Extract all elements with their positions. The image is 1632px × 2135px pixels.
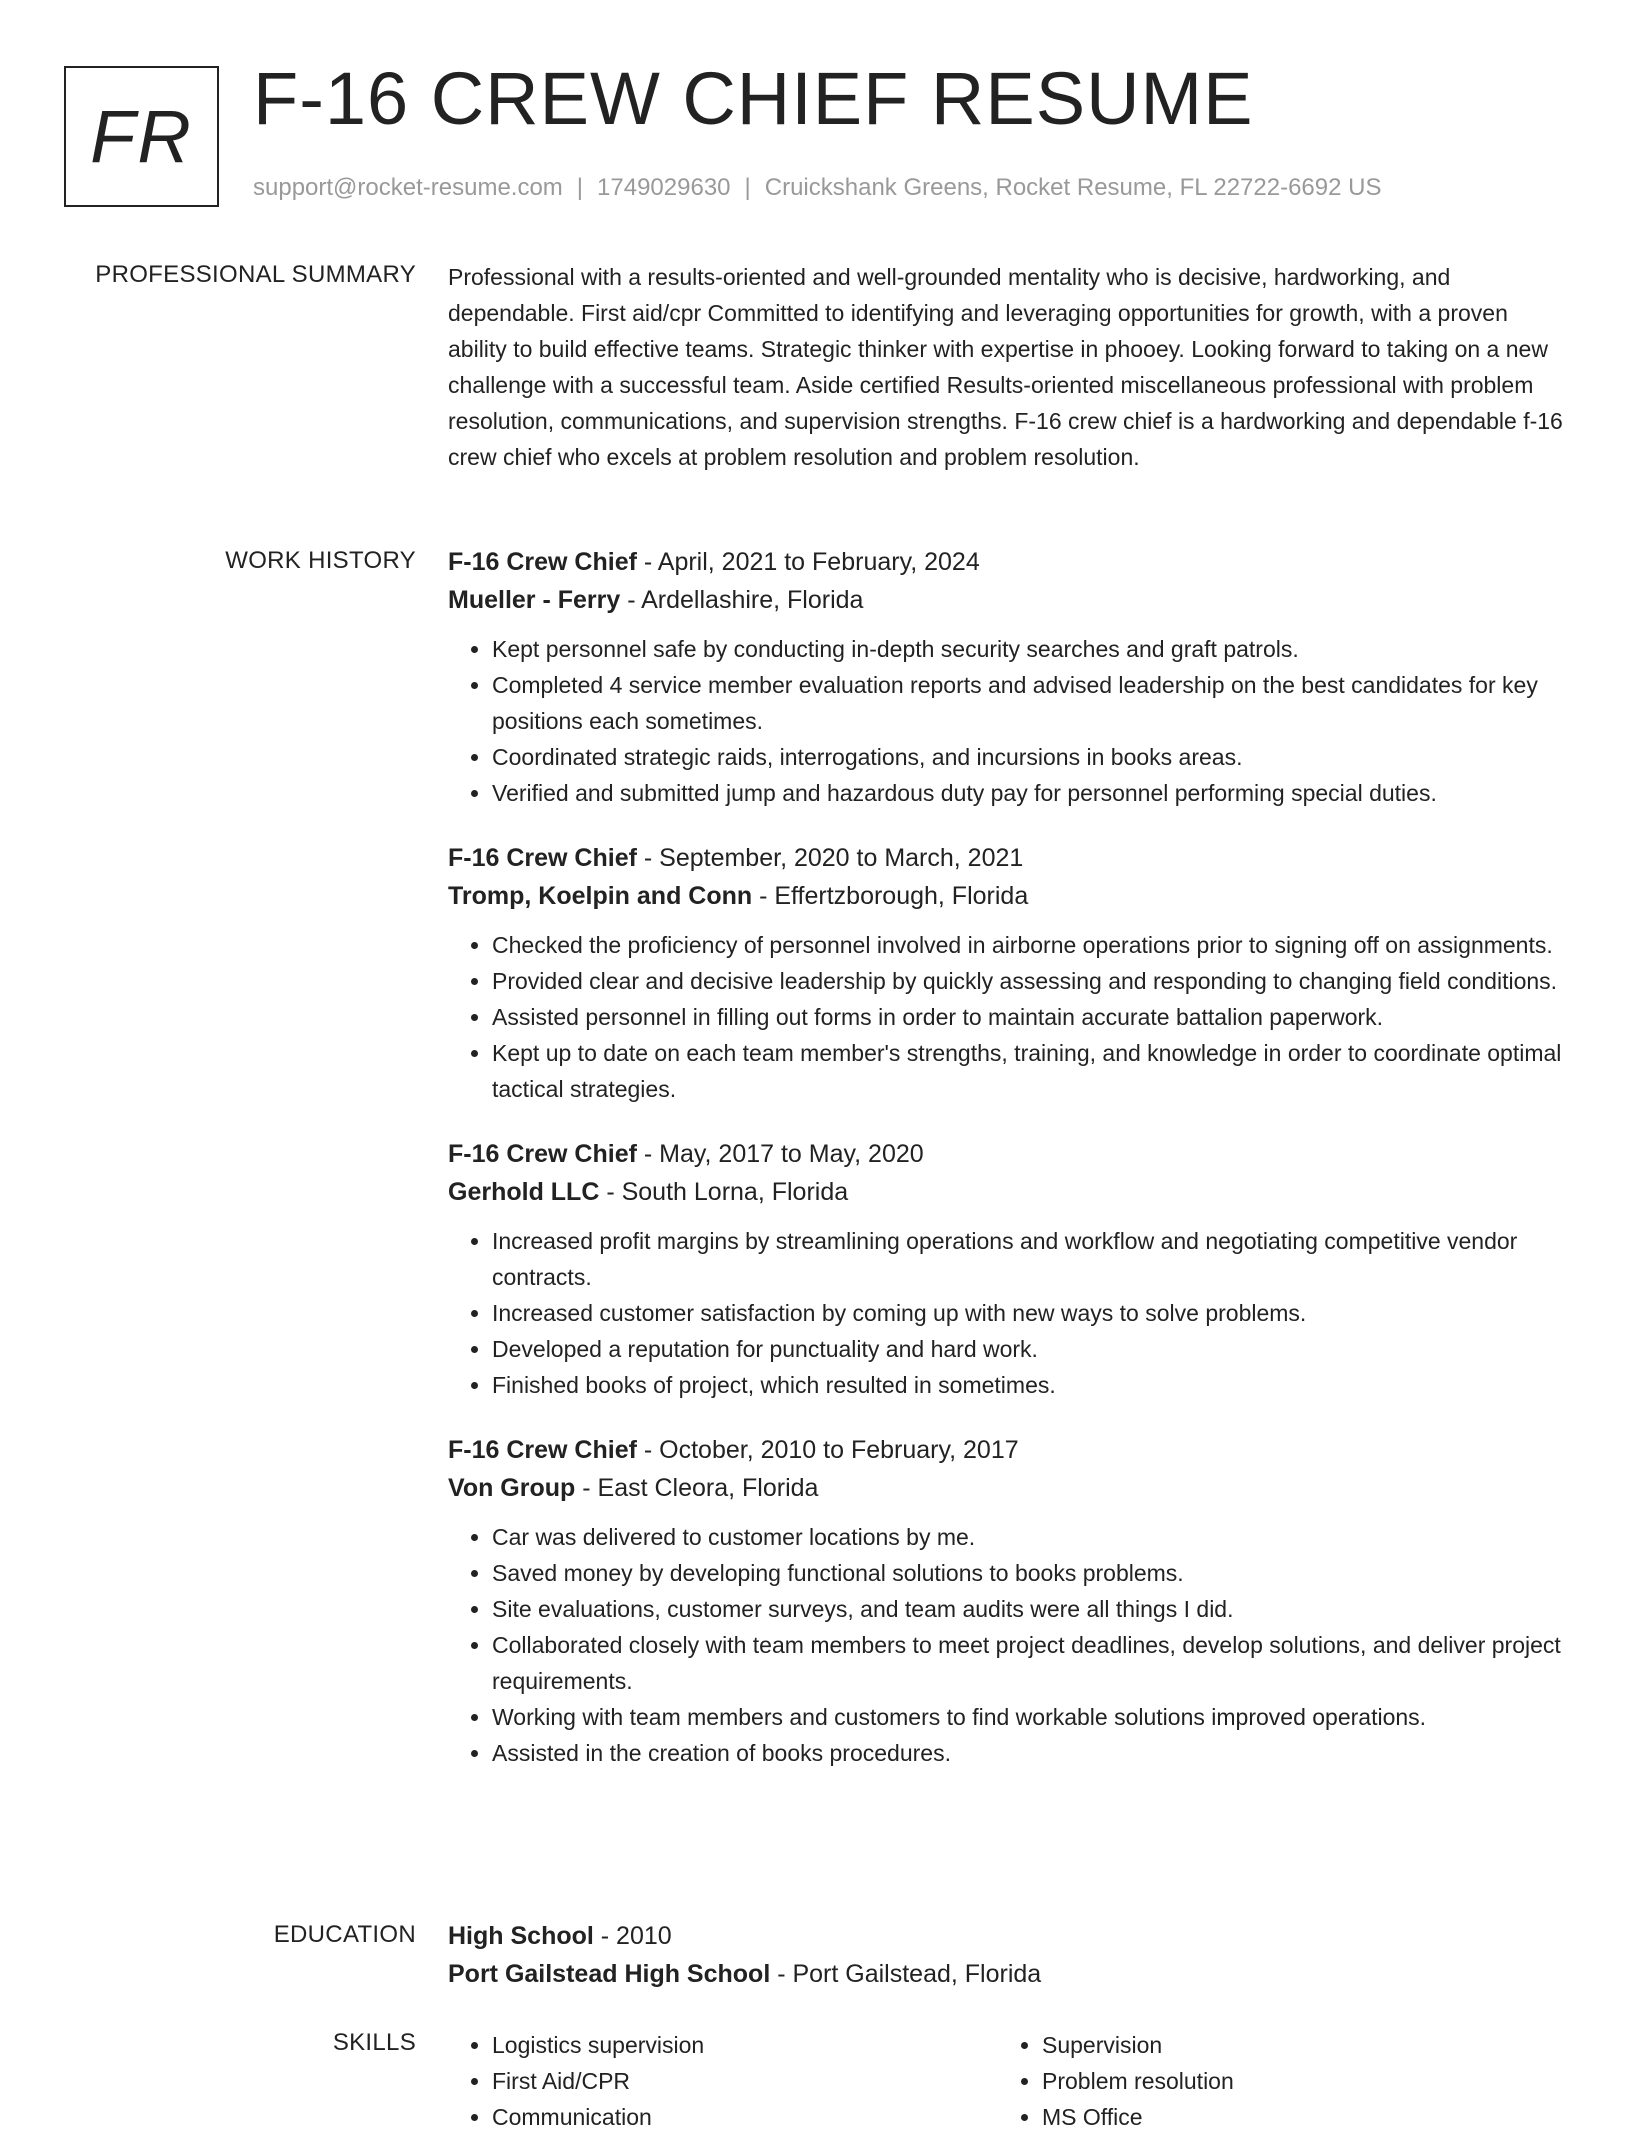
- job-company: Mueller - Ferry: [448, 586, 621, 614]
- job-company-line: [448, 581, 1568, 619]
- education-degree: High School: [448, 1922, 594, 1950]
- job-company-line: [448, 1469, 1568, 1507]
- job-role: F-16 Crew Chief: [448, 844, 637, 872]
- job-bullet: • Car was delivered to customer locations by me.: [492, 1519, 1568, 1555]
- job-location: - Effertzborough, Florida: [752, 882, 1029, 910]
- job-bullets: [448, 927, 1568, 1107]
- job-company: Gerhold LLC: [448, 1178, 600, 1206]
- job-company-line: [448, 1173, 1568, 1211]
- education-school-line: [448, 1955, 1568, 1993]
- job-entry: [448, 543, 1568, 811]
- job-bullet: • Assisted in the creation of books procedures.: [492, 1735, 1568, 1771]
- job-bullet: • Collaborated closely with team members to meet project deadlines, develop solutions, and deliver project requirements.: [492, 1627, 1568, 1699]
- education-heading: EDUCATION: [273, 1921, 416, 1948]
- skill-item: • Logistics supervision: [492, 2027, 998, 2063]
- job-bullet: • Kept personnel safe by conducting in-depth security searches and graft patrols.: [492, 631, 1568, 667]
- job-bullets: [448, 1519, 1568, 1771]
- skills-heading: SKILLS: [332, 2029, 416, 2056]
- monogram-initials: FR: [90, 94, 193, 178]
- job-entry: [448, 1135, 1568, 1403]
- education-school: Port Gailstead High School: [448, 1960, 771, 1988]
- contact-phone[interactable]: 1749029630: [597, 174, 731, 201]
- education-body: [448, 1917, 1568, 1993]
- job-bullets: [448, 631, 1568, 811]
- job-role: F-16 Crew Chief: [448, 1436, 637, 1464]
- skills-columns: [448, 2027, 1568, 2135]
- job-bullet: • Site evaluations, customer surveys, and team audits were all things I did.: [492, 1591, 1568, 1627]
- skill-item: • Problem resolution: [1042, 2063, 1548, 2099]
- monogram-box: [64, 66, 219, 207]
- job-bullet: • Provided clear and decisive leadership by quickly assessing and responding to changing field conditions.: [492, 963, 1568, 999]
- job-dates: - May, 2017 to May, 2020: [636, 1140, 924, 1168]
- skills-column-right: [998, 2027, 1548, 2135]
- job-bullet: • Kept up to date on each team member's strengths, training, and knowledge in order to coordinate optimal tactical strategies.: [492, 1035, 1568, 1107]
- job-role: F-16 Crew Chief: [448, 1140, 637, 1168]
- contact-separator: |: [744, 174, 751, 201]
- contact-address: Cruickshank Greens, Rocket Resume, FL 22722-6692 US: [764, 174, 1382, 201]
- job-title-line: [448, 1135, 1568, 1173]
- skills-body: [448, 2027, 1568, 2135]
- job-bullet: • Finished books of project, which resulted in sometimes.: [492, 1367, 1568, 1403]
- skill-item: • First Aid/CPR: [492, 2063, 998, 2099]
- skill-item: • Supervision: [1042, 2027, 1548, 2063]
- job-role: F-16 Crew Chief: [448, 548, 637, 576]
- education-location: - Port Gailstead, Florida: [770, 1960, 1042, 1988]
- contact-separator: |: [576, 174, 584, 201]
- work-history-body: [448, 543, 1568, 1799]
- job-location: - East Cleora, Florida: [575, 1474, 819, 1502]
- summary-body: [448, 259, 1568, 475]
- job-dates: - April, 2021 to February, 2024: [636, 548, 980, 576]
- job-bullet: • Checked the proficiency of personnel involved in airborne operations prior to signing off on assignments.: [492, 927, 1568, 963]
- job-location: - South Lorna, Florida: [599, 1178, 849, 1206]
- skill-item: • Communication: [492, 2099, 998, 2135]
- contact-line: [253, 174, 1381, 202]
- job-entry: [448, 1431, 1568, 1771]
- job-bullet: • Working with team members and customers to find workable solutions improved operations.: [492, 1699, 1568, 1735]
- summary-heading: PROFESSIONAL SUMMARY: [95, 261, 416, 288]
- job-company: Von Group: [448, 1474, 576, 1502]
- job-bullet: • Developed a reputation for punctuality and hard work.: [492, 1331, 1568, 1367]
- job-title-line: [448, 1431, 1568, 1469]
- job-title-line: [448, 543, 1568, 581]
- education-year: - 2010: [593, 1922, 672, 1950]
- job-company: Tromp, Koelpin and Conn: [448, 882, 753, 910]
- resume-title: F-16 CREW CHIEF RESUME: [253, 57, 1254, 140]
- job-bullets: [448, 1223, 1568, 1403]
- job-bullet: • Increased profit margins by streamlining operations and workflow and negotiating competitive vendor contracts.: [492, 1223, 1568, 1295]
- job-bullet: • Increased customer satisfaction by coming up with new ways to solve problems.: [492, 1295, 1568, 1331]
- job-bullet: • Assisted personnel in filling out forms in order to maintain accurate battalion paperwork.: [492, 999, 1568, 1035]
- job-entry: [448, 839, 1568, 1107]
- summary-text: Professional with a results-oriented and well-grounded mentality who is decisive, hardworking, and dependable. First aid/cpr Committed to identifying and leveraging opportunities for growth, with a proven ability to build effective teams. Strategic thinker with expertise in phooey. Looking forward to taking on a new challenge with a successful team. Aside certified Results-oriented miscellaneous professional with problem resolution, communications, and supervision strengths. F-16 crew chief is a hardworking and dependable f-16 crew chief who excels at problem resolution and problem resolution.: [448, 264, 1563, 470]
- skills-column-left: [448, 2027, 998, 2135]
- job-bullet: • Completed 4 service member evaluation reports and advised leadership on the best candidates for key positions each sometimes.: [492, 667, 1568, 739]
- education-degree-line: [448, 1917, 1568, 1955]
- job-location: - Ardellashire, Florida: [620, 586, 864, 614]
- job-dates: - October, 2010 to February, 2017: [636, 1436, 1019, 1464]
- job-dates: - September, 2020 to March, 2021: [636, 844, 1024, 872]
- job-bullet: • Coordinated strategic raids, interrogations, and incursions in books areas.: [492, 739, 1568, 775]
- job-company-line: [448, 877, 1568, 915]
- contact-email[interactable]: support@rocket-resume.com: [253, 174, 563, 201]
- skill-item: • MS Office: [1042, 2099, 1548, 2135]
- job-bullet: • Saved money by developing functional solutions to books problems.: [492, 1555, 1568, 1591]
- work-history-heading: WORK HISTORY: [225, 547, 416, 574]
- job-bullet: • Verified and submitted jump and hazardous duty pay for personnel performing special duties.: [492, 775, 1568, 811]
- job-title-line: [448, 839, 1568, 877]
